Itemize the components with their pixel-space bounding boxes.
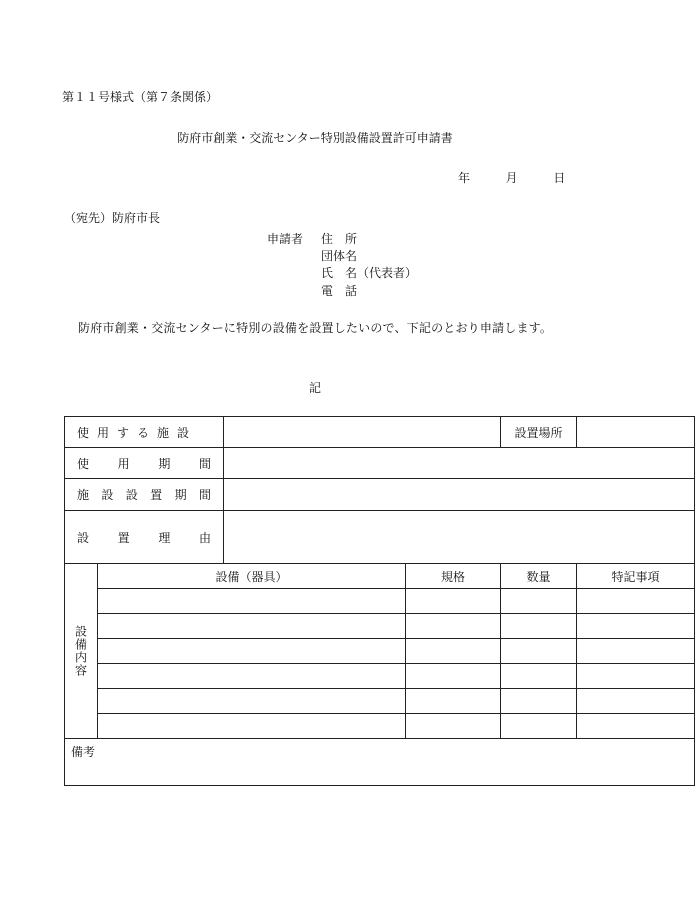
date-day: 日: [553, 171, 566, 185]
notes-cell[interactable]: [577, 689, 695, 714]
ki-heading: 記: [308, 381, 321, 395]
location-field[interactable]: [577, 417, 695, 448]
document-title: 防府市創業・交流センター特別設備設置許可申請書: [177, 131, 453, 145]
spec-cell[interactable]: [406, 714, 501, 739]
quantity-cell[interactable]: [501, 689, 577, 714]
install-period-field[interactable]: [224, 479, 695, 511]
application-table: [64, 416, 695, 786]
facility-row: [65, 417, 695, 448]
remarks-label: 備考: [71, 745, 96, 759]
reason-label: 設 置 理 由: [65, 511, 224, 564]
period-label: 使 用 期 間: [65, 448, 224, 479]
table-row: [65, 689, 695, 714]
equipment-cell[interactable]: [98, 689, 406, 714]
notes-cell[interactable]: [577, 664, 695, 689]
spec-cell[interactable]: [406, 689, 501, 714]
date-month: 月: [505, 171, 518, 185]
period-row: [65, 448, 695, 479]
spec-cell[interactable]: [406, 589, 501, 614]
equipment-cell[interactable]: [98, 589, 406, 614]
table-row: [65, 664, 695, 689]
applicant-address-label: 住 所: [321, 232, 358, 246]
equipment-cell[interactable]: [98, 664, 406, 689]
equipment-cell[interactable]: [98, 639, 406, 664]
notes-cell[interactable]: [577, 589, 695, 614]
table-row: [65, 714, 695, 739]
request-statement: 防府市創業・交流センターに特別の設備を設置したいので、下記のとおり申請します。: [78, 321, 553, 335]
addressee: （宛先）防府市長: [64, 211, 161, 225]
install-period-row: [65, 479, 695, 511]
facility-label: 使用する施設: [65, 417, 224, 448]
quantity-cell[interactable]: [501, 589, 577, 614]
spec-cell[interactable]: [406, 614, 501, 639]
date-year: 年: [458, 171, 471, 185]
location-label: 設置場所: [501, 417, 577, 448]
notes-cell[interactable]: [577, 639, 695, 664]
period-field[interactable]: [224, 448, 695, 479]
applicant-phone-label: 電 話: [321, 284, 358, 298]
col-equipment: 設備（器具）: [98, 564, 406, 589]
notes-cell[interactable]: [577, 714, 695, 739]
applicant-name-label: 氏 名（代表者）: [321, 266, 418, 280]
form-number: 第１１号様式（第７条関係）: [62, 90, 219, 104]
reason-row: [65, 511, 695, 564]
spec-cell[interactable]: [406, 664, 501, 689]
col-notes: 特記事項: [577, 564, 695, 589]
remarks-field[interactable]: [65, 739, 695, 786]
col-spec: 規格: [406, 564, 501, 589]
equipment-header-row: [65, 564, 695, 589]
spec-cell[interactable]: [406, 639, 501, 664]
quantity-cell[interactable]: [501, 664, 577, 689]
install-period-label: 施 設 設 置 期 間: [65, 479, 224, 511]
applicant-group-label: 団体名: [321, 249, 358, 263]
notes-cell[interactable]: [577, 614, 695, 639]
quantity-cell[interactable]: [501, 639, 577, 664]
quantity-cell[interactable]: [501, 614, 577, 639]
equipment-content-label: 設備内容: [65, 564, 98, 739]
quantity-cell[interactable]: [501, 714, 577, 739]
facility-field[interactable]: [224, 417, 501, 448]
table-row: [65, 589, 695, 614]
date-line: [458, 169, 565, 186]
table-row: [65, 614, 695, 639]
equipment-cell[interactable]: [98, 614, 406, 639]
equipment-cell[interactable]: [98, 714, 406, 739]
remarks-row: [65, 739, 695, 786]
col-quantity: 数量: [501, 564, 577, 589]
reason-field[interactable]: [224, 511, 695, 564]
applicant-label: 申請者: [267, 232, 304, 246]
table-row: [65, 639, 695, 664]
